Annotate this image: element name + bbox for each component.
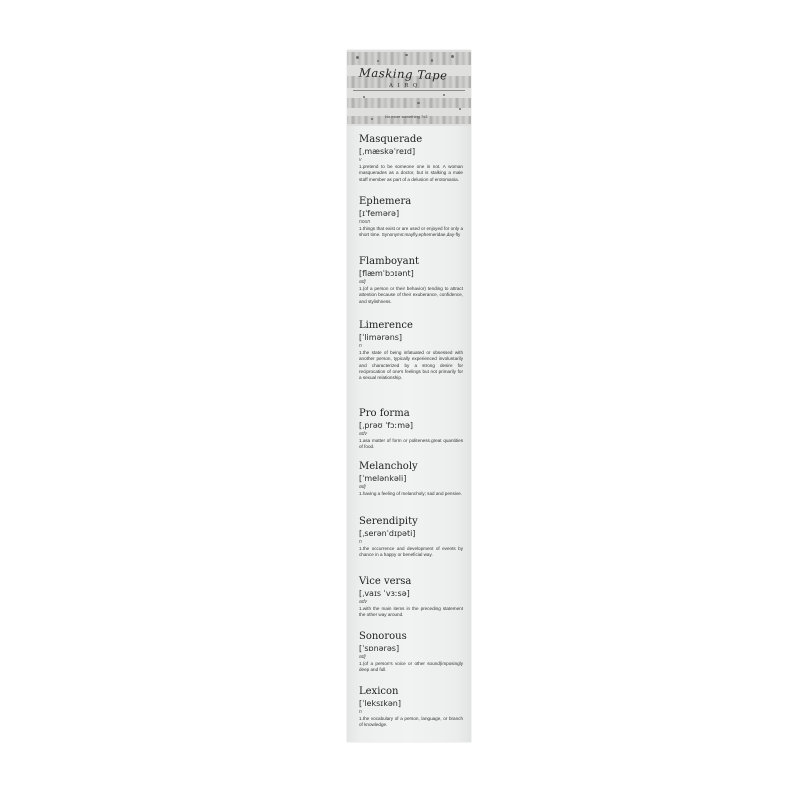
ink-speck xyxy=(451,55,454,58)
entry-pronunciation: [ˌmæskəˈreɪd] xyxy=(359,147,416,156)
dictionary-entry xyxy=(359,134,463,183)
entry-word: Ephemera xyxy=(359,196,412,207)
entry-definition: 1.things that exist or are used or enjoyed for only a short time. Synonyms:mayfly,ephemeridae,day-fly xyxy=(359,226,463,238)
ink-speck xyxy=(443,94,445,96)
dictionary-entry xyxy=(359,461,463,497)
entry-part-of-speech: adj xyxy=(359,279,366,285)
entry-word: Sonorous xyxy=(359,631,407,642)
entry-word: Flamboyant xyxy=(359,256,420,267)
entry-pronunciation: [ˈlimərəns] xyxy=(359,333,403,342)
entry-definition: 1.the vocabulary of a person, language, or branch of knowledge. xyxy=(359,716,463,728)
entry-part-of-speech: n xyxy=(359,343,362,349)
entry-definition: 1.the occurrence and development of events by chance in a happy or beneficial way. xyxy=(359,546,463,558)
entry-word: Limerence xyxy=(359,320,413,331)
entry-definition: 1.with the main items in the preceding statement the other way around. xyxy=(359,606,463,618)
grunge-band xyxy=(347,52,471,65)
dictionary-entry xyxy=(359,686,463,729)
entry-definition: 1.asa matter of form or politeness.great quantities of food. xyxy=(359,438,463,450)
grunge-band xyxy=(347,98,471,108)
entry-definition: 1.(of a person's voice or other sound)imposingly deep and full. xyxy=(359,661,463,673)
ink-speck xyxy=(377,60,379,62)
entry-definition: 1.pretend to be someone one is not. A woman masquerades as a doctor, but is stalking a male staff member as part of a delusion of erotomania. xyxy=(359,164,463,182)
tape-header xyxy=(347,50,471,126)
entry-part-of-speech: noun xyxy=(359,219,371,225)
ink-speck xyxy=(417,102,420,104)
ink-speck xyxy=(356,56,359,59)
brand-divider xyxy=(353,90,465,91)
entry-word: Pro forma xyxy=(359,408,410,419)
dictionary-entry xyxy=(359,196,463,239)
entry-part-of-speech: v xyxy=(359,157,362,163)
entry-word: Melancholy xyxy=(359,461,418,472)
dictionary-entry xyxy=(359,576,463,619)
entry-word: Lexicon xyxy=(359,686,399,697)
entry-part-of-speech: adj xyxy=(359,484,366,490)
entry-definition: 1.(of a person or their behavior) tending to attract attention because of their exuberance, confidence, and stylishness. xyxy=(359,286,463,304)
entry-pronunciation: [ˌserənˈdɪpəti] xyxy=(359,529,416,538)
entry-pronunciation: [ɪˈfemərə] xyxy=(359,209,400,218)
entry-part-of-speech: adv xyxy=(359,599,368,605)
entry-part-of-speech: adj xyxy=(359,654,366,660)
entry-part-of-speech: n xyxy=(359,709,362,715)
dictionary-entry xyxy=(359,408,463,451)
entry-definition: 1.having a feeling of melancholy; sad and pensive. xyxy=(359,491,462,496)
entry-word: Vice versa xyxy=(359,576,412,587)
ink-speck xyxy=(431,59,433,62)
ink-speck xyxy=(405,54,408,56)
ink-speck xyxy=(363,96,365,98)
dictionary-entry xyxy=(359,320,463,381)
entry-pronunciation: [ˌvaɪs ˈvɜːsə] xyxy=(359,589,410,598)
brand-title: Masking Tape xyxy=(358,65,448,83)
ink-speck xyxy=(371,118,373,120)
dictionary-entry xyxy=(359,631,463,674)
entry-pronunciation: [ˈmelənkəli] xyxy=(359,474,407,483)
ink-speck xyxy=(459,108,461,110)
brand-tagline: No more something 7x3 xyxy=(385,114,428,119)
dictionary-entry xyxy=(359,516,463,559)
entry-pronunciation: [ˈsɒnərəs] xyxy=(359,644,400,653)
entry-part-of-speech: n xyxy=(359,539,362,545)
entry-pronunciation: [ˈleksɪkən] xyxy=(359,699,401,708)
entry-pronunciation: [flæmˈbɔɪənt] xyxy=(359,269,414,278)
entry-part-of-speech: adv xyxy=(359,431,368,437)
masking-tape-strip xyxy=(347,50,471,742)
entry-pronunciation: [ˌprəʊ ˈfɔːmə] xyxy=(359,421,414,430)
entry-word: Serendipity xyxy=(359,516,418,527)
brand-subtitle: A I R Q xyxy=(389,83,419,89)
entry-definition: 1.the state of being infatuated or obsessed with another person, typically experienced involuntarily and characterized by a strong desire for reciprocation of one's feelings but not primarily for a sexual relationship. xyxy=(359,350,463,381)
entry-word: Masquerade xyxy=(359,134,423,145)
dictionary-entry xyxy=(359,256,463,305)
